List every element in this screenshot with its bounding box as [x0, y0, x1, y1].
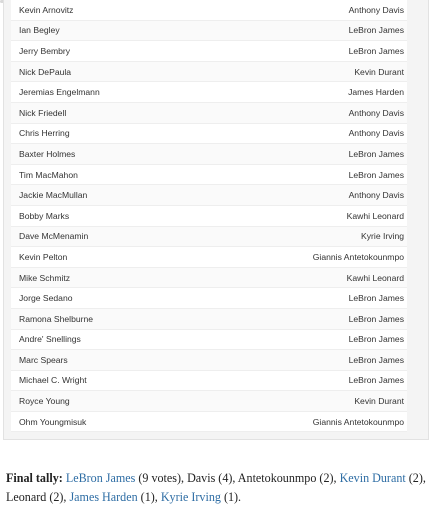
vote-pick: Kevin Durant [354, 66, 404, 77]
kyrie-irving-link[interactable]: Kyrie Irving [160, 490, 221, 505]
kevin-durant-link[interactable]: Kevin Durant [339, 471, 406, 486]
tally-text-3: (1), [137, 490, 161, 505]
vote-pick: LeBron James [348, 313, 404, 324]
table-row [11, 247, 407, 268]
final-tally-paragraph [6, 469, 430, 507]
table-row [11, 82, 407, 103]
table-row [11, 206, 407, 227]
table-row [11, 185, 407, 206]
vote-pick: LeBron James [348, 169, 404, 180]
vote-pick: LeBron James [348, 375, 404, 386]
voter-name: Mike Schmitz [19, 272, 71, 283]
tally-text-1: (9 votes), Davis (4), Antetokounmpo (2), [135, 471, 340, 486]
table-row [11, 21, 407, 42]
table-row [11, 350, 407, 371]
vote-pick: Anthony Davis [348, 190, 404, 201]
voter-name: Baxter Holmes [19, 148, 76, 159]
tally-text-2: (2), Leonard (2), [6, 471, 426, 505]
voter-name: Kevin Arnovitz [19, 4, 74, 15]
tally-text-4: (1). [220, 490, 242, 505]
voter-name: Dave McMenamin [19, 231, 89, 242]
table-row [11, 103, 407, 124]
voter-name: Bobby Marks [19, 210, 70, 221]
vote-pick: Kevin Durant [354, 396, 404, 407]
final-tally-label: Final tally: [6, 471, 63, 486]
table-row [11, 124, 407, 145]
table-row [11, 391, 407, 412]
vote-pick: Kyrie Irving [361, 231, 404, 242]
table-row [11, 309, 407, 330]
voter-name: Ian Begley [19, 25, 60, 36]
table-row [11, 144, 407, 165]
table-row [11, 330, 407, 351]
vote-pick: James Harden [348, 87, 404, 98]
vote-pick: Giannis Antetokounmpo [312, 416, 404, 427]
voter-name: Jorge Sedano [19, 293, 73, 304]
table-row [11, 165, 407, 186]
table-row [11, 41, 407, 62]
vote-pick: LeBron James [348, 45, 404, 56]
vote-pick: Kawhi Leonard [346, 210, 404, 221]
table-row [11, 62, 407, 83]
voter-name: Andre' Snellings [19, 334, 81, 345]
vote-pick: Anthony Davis [348, 4, 404, 15]
vote-pick: LeBron James [348, 334, 404, 345]
vote-pick: Kawhi Leonard [346, 272, 404, 283]
voter-name: Jackie MacMullan [19, 190, 88, 201]
vote-pick: LeBron James [348, 148, 404, 159]
table-row [11, 371, 407, 392]
vote-pick: LeBron James [348, 25, 404, 36]
voter-name: Marc Spears [19, 354, 68, 365]
voter-name: Jerry Bembry [19, 45, 71, 56]
voter-name: Jeremias Engelmann [19, 87, 100, 98]
voter-name: Nick Friedell [19, 107, 67, 118]
vote-pick: Anthony Davis [348, 128, 404, 139]
table-row [11, 268, 407, 289]
vote-pick: LeBron James [348, 354, 404, 365]
table-row [11, 0, 407, 21]
lebron-james-link[interactable]: LeBron James [65, 471, 136, 486]
voter-name: Michael C. Wright [19, 375, 87, 386]
voter-name: Nick DePaula [19, 66, 72, 77]
voter-name: Tim MacMahon [19, 169, 78, 180]
voter-name: Ohm Youngmisuk [19, 416, 87, 427]
voter-name: Ramona Shelburne [19, 313, 94, 324]
table-row [11, 288, 407, 309]
vote-pick: Giannis Antetokounmpo [312, 251, 404, 262]
table-row [11, 227, 407, 248]
voter-name: Royce Young [19, 396, 70, 407]
james-harden-link[interactable]: James Harden [69, 490, 138, 505]
voter-name: Kevin Pelton [19, 251, 68, 262]
votes-table [11, 0, 407, 432]
table-row [11, 412, 407, 433]
vote-pick: Anthony Davis [348, 107, 404, 118]
voter-name: Chris Herring [19, 128, 70, 139]
votes-table-card [3, 0, 429, 440]
vote-pick: LeBron James [348, 293, 404, 304]
